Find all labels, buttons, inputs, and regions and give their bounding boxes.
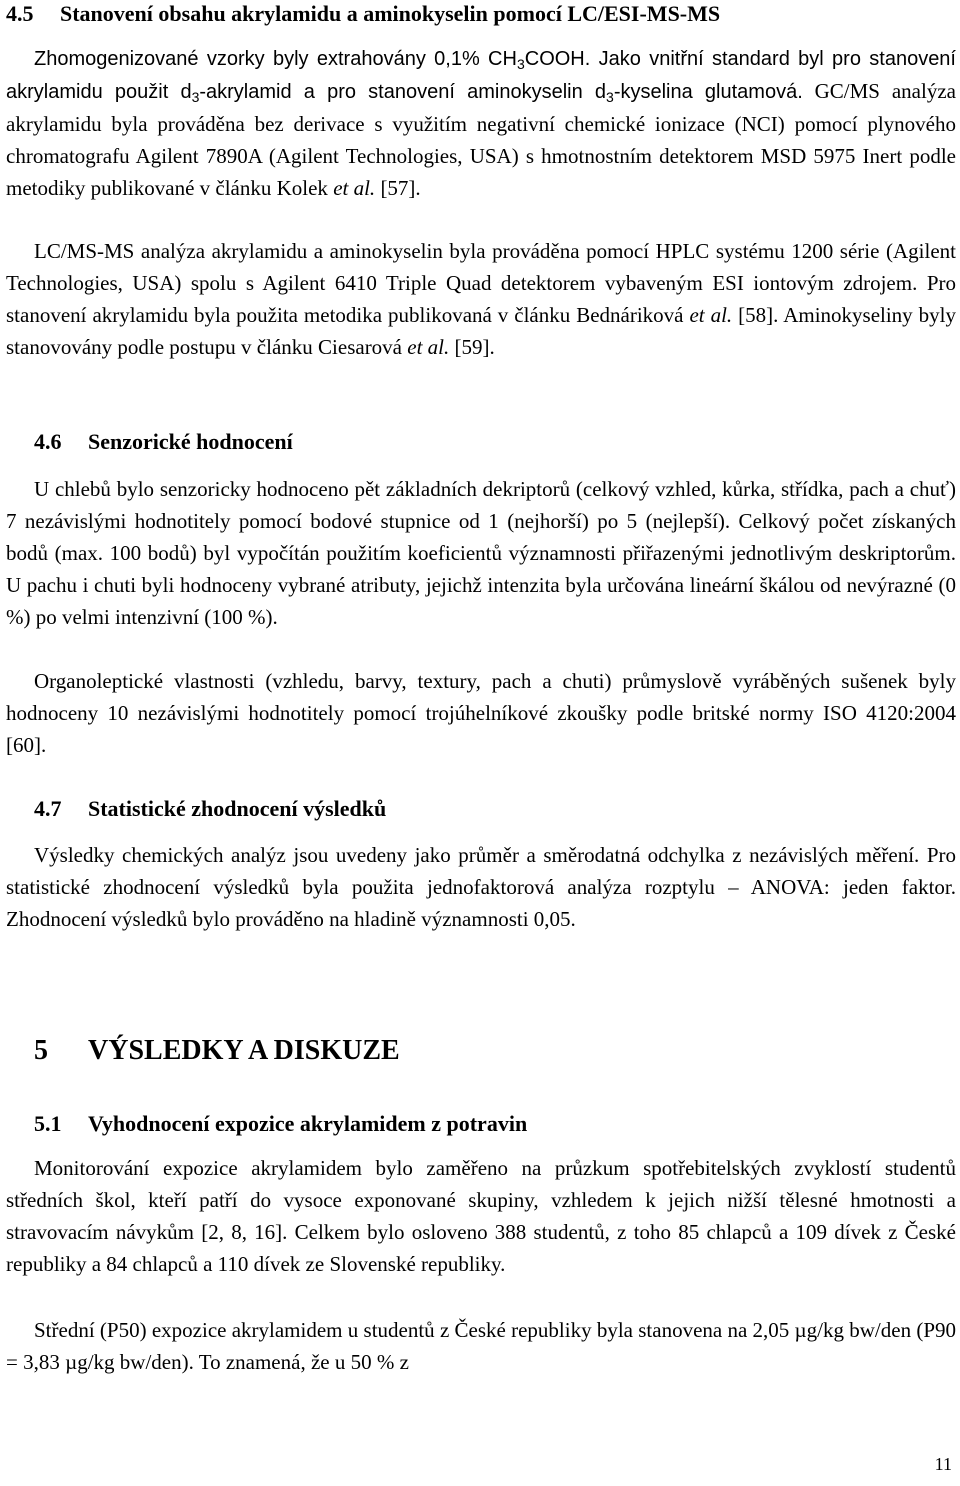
paragraph-5-1-2: Střední (P50) expozice akrylamidem u studentů z České republiky byla stanovena na 2,05 µg/kg bw/den (P90 = 3,83 µg/kg bw/den). To znamená, že u 50 % z [6,1318,956,1374]
subscript: 3 [191,89,200,105]
section-number: 4.7 [34,796,62,821]
section-title: Statistické zhodnocení výsledků [88,796,387,821]
paragraph-4-6-1: U chlebů bylo senzoricky hodnoceno pět základních dekriptorů (celkový vzhled, kůrka, střídka, pach a chuť) 7 nezávislými hodnotitely pomocí bodové stupnice od 1 (nejhorší) po 5 (nejlepší). Celkový počet získaných bodů (max. 100 bodů) byl vypočítán použitím koeficientů významnosti přiřazenými jednotlivým deskriptorům. U pachu i chuti byli hodnoceny vybrané atributy, jejichž intenzita byla určována lineární škálou od nevýrazné (0 %) po velmi intenzivní (100 %). [6,477,956,629]
italic-text: et al. [689,303,733,327]
section-number: 4.6 [34,429,62,454]
text-run: [58]. Aminokyseliny byly stanovovány podle postupu v článku Ciesarová [6,303,956,359]
page-number: 11 [934,1454,952,1474]
section-number: 4.5 [6,1,34,26]
paragraph-5-1-1: Monitorování expozice akrylamidem bylo zaměřeno na průzkum spotřebitelských zvyklostí studentů středních škol, kteří patří do vysoce exponované skupiny, vzhledem k jejich nižší tělesné hmotnosti a stravovacím návykům [2, 8, 16]. Celkem bylo osloveno 388 studentů, z toho 85 chlapců a 109 dívek z České republiky a 84 chlapců a 110 dívek ze Slovenské republiky. [6,1156,956,1276]
text-run: [57]. [375,176,421,200]
section-heading-5-1 [34,1108,527,1140]
text-run: GC/MS analýza akrylamidu byla prováděna bez derivace s využitím negativní chemické ionizace (NCI) pomocí plynového chromatografu Agilent 7890A (Agilent Technologies, USA) s hmotnostním detektorem MSD 5975 Inert podle metodiky publikované v článku Kolek [6,79,956,200]
paragraph-4-6-2: Organoleptické vlastnosti (vzhledu, barvy, textury, pach a chuti) průmyslově vyráběných sušenek byly hodnoceny 10 nezávislými hodnotitely pomocí trojúhelníkové zkoušky podle britské normy ISO 4120:2004 [60]. [6,669,956,757]
text-run: [59]. [449,335,495,359]
section-number: 5.1 [34,1111,62,1136]
chapter-number: 5 [34,1035,48,1066]
section-title: Senzorické hodnocení [88,429,293,454]
text-run: -kyselina glutamová. [613,81,803,103]
section-title: Stanovení obsahu akrylamidu a aminokyselin pomocí LC/ESI-MS-MS [60,1,721,26]
text-run: LC/MS-MS analýza akrylamidu a aminokyselin byla prováděna pomocí HPLC systému 1200 série (Agilent Technologies, USA) spolu s Agilent 6410 Triple Quad detektorem vybaveným ESI iontovým zdrojem. Pro stanovení akrylamidu byla použita metodika publikovaná v článku Bednáriková [6,239,956,327]
text-run: -akrylamid a pro stanovení aminokyselin d [199,81,607,103]
italic-text: et al. [407,335,450,359]
chapter-heading-5 [34,1031,400,1071]
section-title: Vyhodnocení expozice akrylamidem z potravin [88,1111,528,1136]
text-run: Zhomogenizované vzorky byly extrahovány 0,1% CH [34,48,517,70]
paragraph-4-5-1 [6,42,956,204]
section-heading-4-5 [6,0,720,30]
subscript: 3 [516,56,525,72]
paragraph-4-5-2 [6,235,956,363]
italic-text: et al. [333,176,376,200]
section-heading-4-6 [34,426,293,458]
chapter-title: VÝSLEDKY A DISKUZE [88,1035,400,1066]
subscript: 3 [606,89,614,105]
paragraph-4-7-1: Výsledky chemických analýz jsou uvedeny jako průměr a směrodatná odchylka z nezávislých měření. Pro statistické zhodnocení výsledků byla použita jednofaktorová analýza rozptylu – ANOVA: jeden faktor. Zhodnocení výsledků bylo prováděno na hladině významnosti 0,05. [6,843,956,931]
text-run: COOH. Jako vnitřní standard byl pro stanovení akrylamidu použit d [6,48,956,103]
section-heading-4-7 [34,793,386,825]
